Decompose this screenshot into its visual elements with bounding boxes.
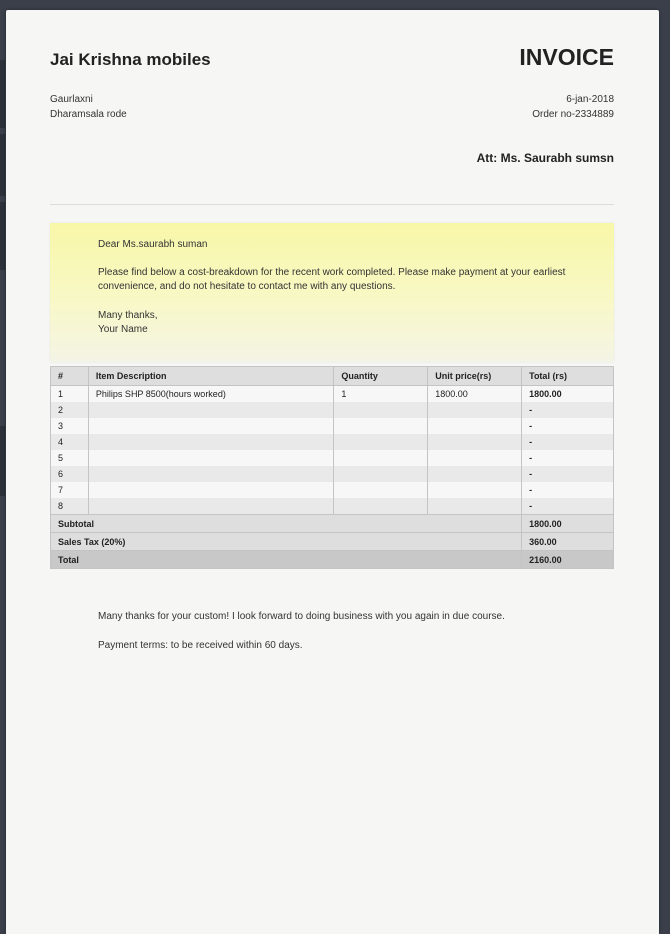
row-total: 1800.00	[522, 386, 614, 403]
row-number: 8	[51, 498, 89, 515]
order-number: Order no-2334889	[532, 109, 614, 120]
invoice-document	[6, 10, 659, 934]
row-total: -	[522, 418, 614, 434]
row-unit-price	[428, 418, 522, 434]
column-header-unit-price: Unit price(rs)	[428, 367, 522, 386]
grand-total-row	[51, 551, 614, 569]
table-row	[51, 450, 614, 466]
row-total: -	[522, 434, 614, 450]
attention-line: Att: Ms. Saurabh sumsn	[476, 151, 614, 165]
row-number: 7	[51, 482, 89, 498]
row-quantity	[334, 418, 428, 434]
invoice-title: INVOICE	[519, 44, 614, 70]
row-total: -	[522, 482, 614, 498]
address-line: Dharamsala rode	[50, 109, 127, 120]
table-header-row	[51, 367, 614, 386]
row-total: -	[522, 402, 614, 418]
row-unit-price	[428, 498, 522, 515]
tax-row	[51, 533, 614, 551]
table-row	[51, 434, 614, 450]
row-quantity: 1	[334, 386, 428, 403]
thanks-note: Many thanks for your custom! I look forward to doing business with you again in due course.	[98, 611, 505, 622]
row-number: 3	[51, 418, 89, 434]
tax-label: Sales Tax (20%)	[51, 533, 522, 551]
row-number: 5	[51, 450, 89, 466]
row-total: -	[522, 450, 614, 466]
row-unit-price	[428, 434, 522, 450]
column-header-quantity: Quantity	[334, 367, 428, 386]
invoice-items-table	[50, 366, 614, 569]
table-row	[51, 466, 614, 482]
invoice-date: 6-jan-2018	[566, 94, 614, 105]
header-divider	[50, 204, 614, 205]
row-description	[88, 434, 333, 450]
window-edge-strip	[0, 202, 5, 270]
row-description	[88, 498, 333, 515]
row-description	[88, 418, 333, 434]
table-row	[51, 386, 614, 403]
row-quantity	[334, 402, 428, 418]
window-edge-strip	[0, 134, 5, 196]
row-quantity	[334, 434, 428, 450]
table-row	[51, 482, 614, 498]
row-quantity	[334, 466, 428, 482]
row-unit-price	[428, 450, 522, 466]
row-description: Philips SHP 8500(hours worked)	[88, 386, 333, 403]
row-number: 6	[51, 466, 89, 482]
row-quantity	[334, 482, 428, 498]
letter-body: Please find below a cost-breakdown for the recent work completed. Please make payment at your earliest convenience, and do not hesitate to contact me with any questions.	[98, 267, 566, 292]
subtotal-row	[51, 515, 614, 533]
payment-terms: Payment terms: to be received within 60 days.	[98, 640, 303, 651]
grand-total-label: Total	[51, 551, 522, 569]
row-unit-price: 1800.00	[428, 386, 522, 403]
row-description	[88, 482, 333, 498]
invoice-meta	[532, 92, 614, 122]
row-number: 4	[51, 434, 89, 450]
row-quantity	[334, 498, 428, 515]
grand-total-value: 2160.00	[522, 551, 614, 569]
cover-letter	[50, 223, 614, 362]
row-total: -	[522, 466, 614, 482]
column-header-description: Item Description	[88, 367, 333, 386]
row-number: 1	[51, 386, 89, 403]
row-description	[88, 450, 333, 466]
company-address	[50, 92, 127, 122]
letter-greeting: Dear Ms.saurabh suman	[98, 239, 208, 250]
row-number: 2	[51, 402, 89, 418]
company-name: Jai Krishna mobiles	[50, 50, 211, 69]
window-edge-strip	[0, 426, 5, 496]
letter-signature: Your Name	[98, 324, 148, 335]
subtotal-label: Subtotal	[51, 515, 522, 533]
row-unit-price	[428, 402, 522, 418]
row-unit-price	[428, 466, 522, 482]
table-row	[51, 402, 614, 418]
tax-value: 360.00	[522, 533, 614, 551]
address-line: Gaurlaxni	[50, 94, 93, 105]
row-quantity	[334, 450, 428, 466]
table-row	[51, 418, 614, 434]
letter-closing: Many thanks,	[98, 310, 158, 321]
column-header-total: Total (rs)	[522, 367, 614, 386]
row-description	[88, 402, 333, 418]
table-row	[51, 498, 614, 515]
subtotal-value: 1800.00	[522, 515, 614, 533]
row-description	[88, 466, 333, 482]
column-header-number: #	[51, 367, 89, 386]
row-total: -	[522, 498, 614, 515]
window-edge-strip	[0, 60, 5, 128]
row-unit-price	[428, 482, 522, 498]
